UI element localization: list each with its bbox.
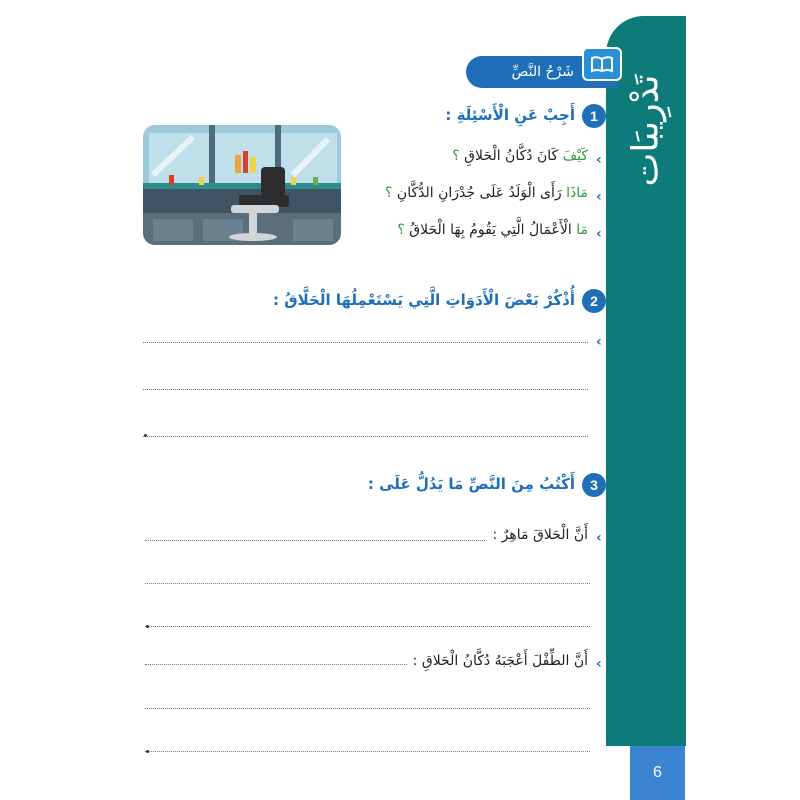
answer-line[interactable] — [143, 342, 588, 343]
open-book-icon — [582, 47, 622, 81]
question-1 — [452, 148, 588, 164]
question-3-text: الْأَعْمَالُ الَّتِي يَقُومُ بِهَا الْحَلاقُ — [404, 222, 577, 238]
answer-line[interactable] — [143, 389, 588, 390]
answer-line[interactable] — [145, 708, 590, 709]
line-end-dot — [146, 750, 149, 753]
section-3-heading: أَكْتُبُ مِنَ النَّصِّ مَا يَدُلُّ عَلَى : — [367, 475, 575, 493]
chevron-left-icon: ‹ — [596, 656, 602, 672]
question-1-mark: ؟ — [452, 148, 460, 164]
question-2-word: مَاذَا — [566, 185, 588, 201]
answer-line[interactable] — [145, 664, 407, 665]
question-3-mark: ؟ — [397, 222, 405, 238]
chevron-left-icon: ‹ — [596, 226, 602, 242]
question-2 — [385, 185, 588, 201]
side-title-text: تَدْرِيبَات — [625, 73, 667, 187]
question-3-word: مَا — [576, 222, 588, 238]
answer-line[interactable] — [145, 583, 590, 584]
chevron-left-icon: ‹ — [596, 334, 602, 350]
answer-line[interactable] — [145, 751, 590, 752]
chevron-left-icon: ‹ — [596, 189, 602, 205]
section-pill-label: شَرْحُ النَّصِّ — [511, 64, 574, 80]
section-1-heading: أَجِبْ عَنِ الْأَسْئِلَةِ : — [445, 106, 575, 124]
barbershop-illustration — [143, 125, 341, 245]
section-3-number: 3 — [582, 473, 606, 497]
prompt-2: أَنَّ الطِّفْلَ أَعْجَبَهُ دُكَّانُ الْحَلاقِ : — [412, 653, 588, 669]
line-end-dot — [146, 625, 149, 628]
question-3 — [397, 222, 588, 238]
line-end-dot — [144, 434, 147, 437]
question-2-text: رَأَى الْوَلَدُ عَلَى جُدْرَانِ الدُّكَّانِ — [392, 185, 567, 201]
page-number: 6 — [630, 746, 685, 800]
answer-line[interactable] — [145, 626, 590, 627]
answer-line[interactable] — [145, 540, 485, 541]
question-2-mark: ؟ — [385, 185, 393, 201]
prompt-1: أَنَّ الْحَلاقَ مَاهِرٌ : — [492, 527, 588, 543]
section-2-number: 2 — [582, 289, 606, 313]
chevron-left-icon: ‹ — [596, 530, 602, 546]
answer-line[interactable] — [143, 436, 588, 437]
chevron-left-icon: ‹ — [596, 152, 602, 168]
section-2-heading: أُذْكُرْ بَعْضَ الْأَدَوَاتِ الَّتِي يَسْتَعْمِلُهَا الْحَلَّاقُ : — [273, 291, 575, 309]
question-1-text: كَانَ دُكَّانُ الْحَلاقِ — [459, 148, 563, 164]
section-1-number: 1 — [582, 104, 606, 128]
question-1-word: كَيْفَ — [562, 148, 588, 164]
